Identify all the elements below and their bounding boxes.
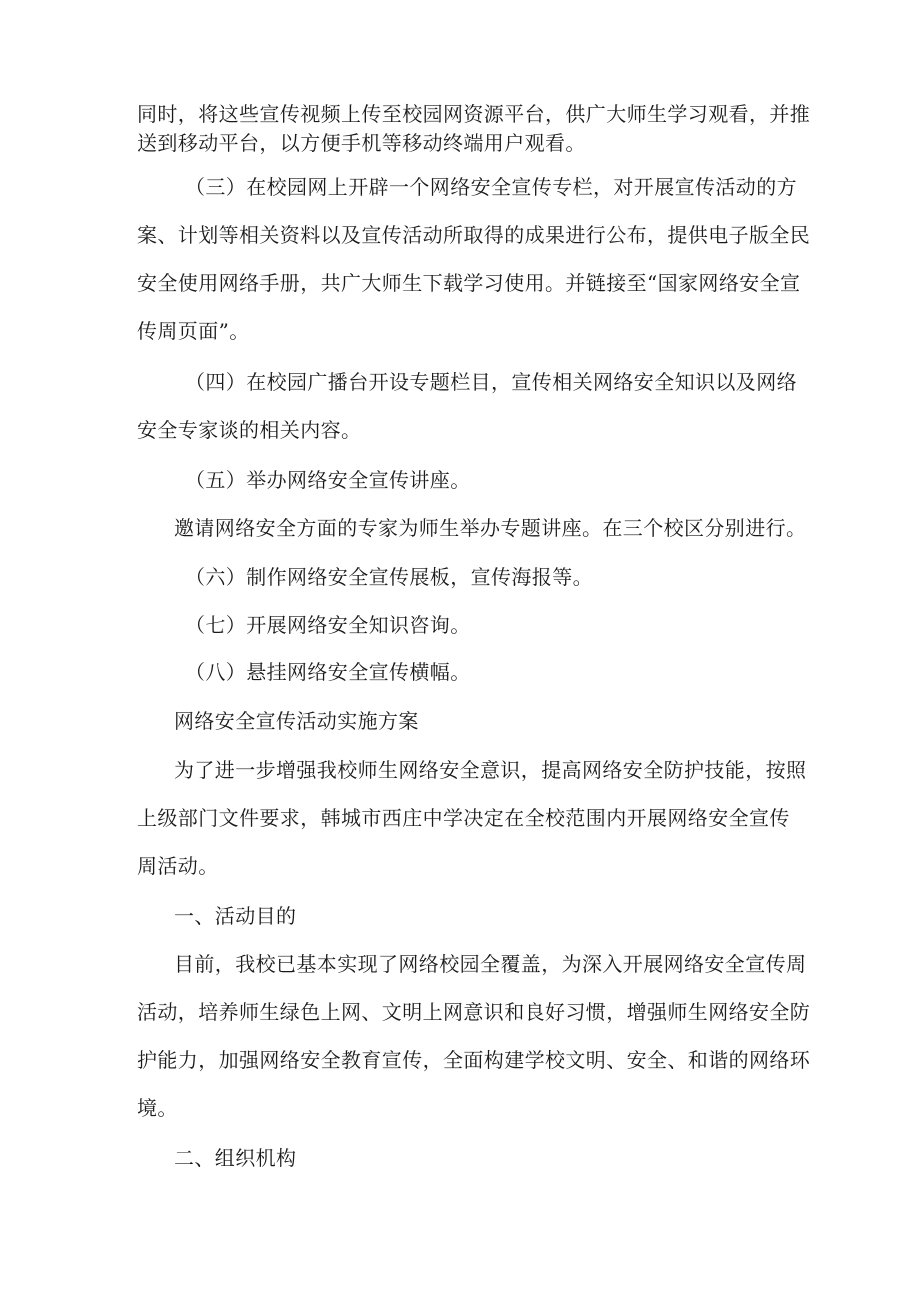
text-line-19: 目前，我校已基本实现了网络校园全覆盖，为深入开展网络安全宣传周 — [174, 952, 807, 976]
section-heading-purpose: 一、活动目的 — [174, 904, 297, 928]
text-line-16: 上级部门文件要求，韩城市西庄中学决定在全校范围内开展网络安全宣传 — [137, 806, 790, 830]
text-line-10: 邀请网络安全方面的专家为师生举办专题讲座。在三个校区分别进行。 — [174, 516, 807, 540]
text-line-15: 为了进一步增强我校师生网络安全意识，提高网络安全防护技能，按照 — [174, 758, 807, 782]
text-line-12: （七）开展网络安全知识咨询。 — [185, 613, 471, 637]
text-line-17: 周活动。 — [137, 854, 219, 878]
text-line-6: 传周页面”。 — [137, 319, 250, 343]
section-heading-organization: 二、组织机构 — [174, 1146, 297, 1170]
text-line-13: （八）悬挂网络安全宣传横幅。 — [185, 660, 471, 684]
section-heading-plan: 网络安全宣传活动实施方案 — [174, 709, 419, 733]
text-line-21: 护能力，加强网络安全教育宣传，全面构建学校文明、安全、和谐的网络环 — [137, 1048, 811, 1072]
text-line-20: 活动，培养师生绿色上网、文明上网意识和良好习惯，增强师生网络安全防 — [137, 1000, 811, 1024]
text-line-11: （六）制作网络安全宣传展板，宣传海报等。 — [185, 565, 593, 589]
text-line-8: 安全专家谈的相关内容。 — [137, 418, 362, 442]
text-line-4: 案、计划等相关资料以及宣传活动所取得的成果进行公布，提供电子版全民 — [137, 223, 811, 247]
text-line-7: （四）在校园广播台开设专题栏目，宣传相关网络安全知识以及网络 — [185, 370, 797, 394]
text-line-3: （三）在校园网上开辟一个网络安全宣传专栏，对开展宣传活动的方 — [185, 175, 797, 199]
text-line-2: 送到移动平台，以方便手机等移动终端用户观看。 — [137, 131, 586, 155]
text-line-1: 同时，将这些宣传视频上传至校园网资源平台，供广大师生学习观看，并推 — [137, 102, 811, 126]
text-line-22: 境。 — [137, 1096, 178, 1120]
text-line-9: （五）举办网络安全宣传讲座。 — [185, 468, 471, 492]
text-line-5: 安全使用网络手册，共广大师生下载学习使用。并链接至“国家网络安全宣 — [137, 271, 801, 295]
